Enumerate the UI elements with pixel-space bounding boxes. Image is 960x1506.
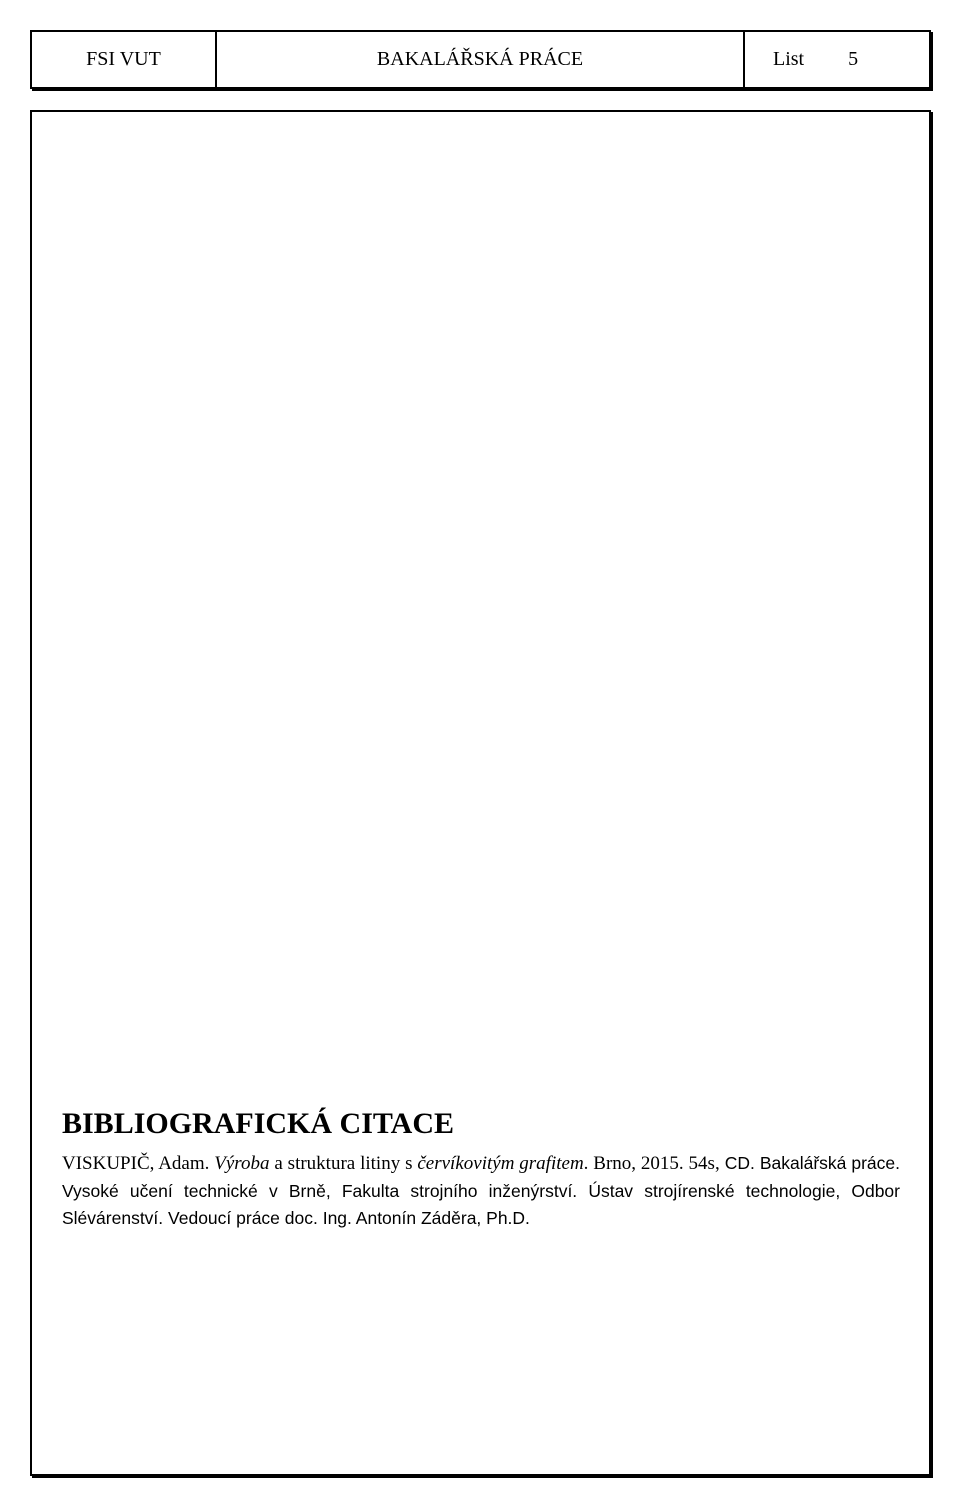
page-header: [30, 30, 931, 89]
header-list-label: List: [773, 48, 805, 70]
citation-details: CD. Bakalářská práce. Vysoké učení technické v Brně, Fakulta strojního inženýrství. Ústav strojírenské technologie, Odbor Slévárenství. Vedoucí práce doc. Ing. Antonín Záděra, Ph.D.: [62, 1153, 901, 1228]
bibliographic-citation: [62, 1107, 900, 1233]
header-school-text: FSI VUT: [86, 48, 161, 70]
citation-title-part1: Výroba: [214, 1153, 270, 1174]
citation-text: [62, 1150, 900, 1233]
header-page-number: 5: [848, 48, 859, 70]
content-frame: [30, 110, 931, 1476]
citation-title-part2: a struktura litiny s: [269, 1153, 418, 1174]
header-school: [32, 32, 217, 87]
header-document-type-text: BAKALÁŘSKÁ PRÁCE: [376, 48, 584, 70]
citation-title: BIBLIOGRAFICKÁ CITACE: [62, 1107, 455, 1140]
citation-author: VISKUPIČ, Adam.: [62, 1153, 210, 1174]
header-document-type: [217, 32, 745, 87]
header-page-info: [745, 32, 929, 87]
citation-title-part3: červíkovitým grafitem: [417, 1153, 584, 1174]
citation-place-year: . Brno, 2015. 54s,: [583, 1153, 720, 1174]
